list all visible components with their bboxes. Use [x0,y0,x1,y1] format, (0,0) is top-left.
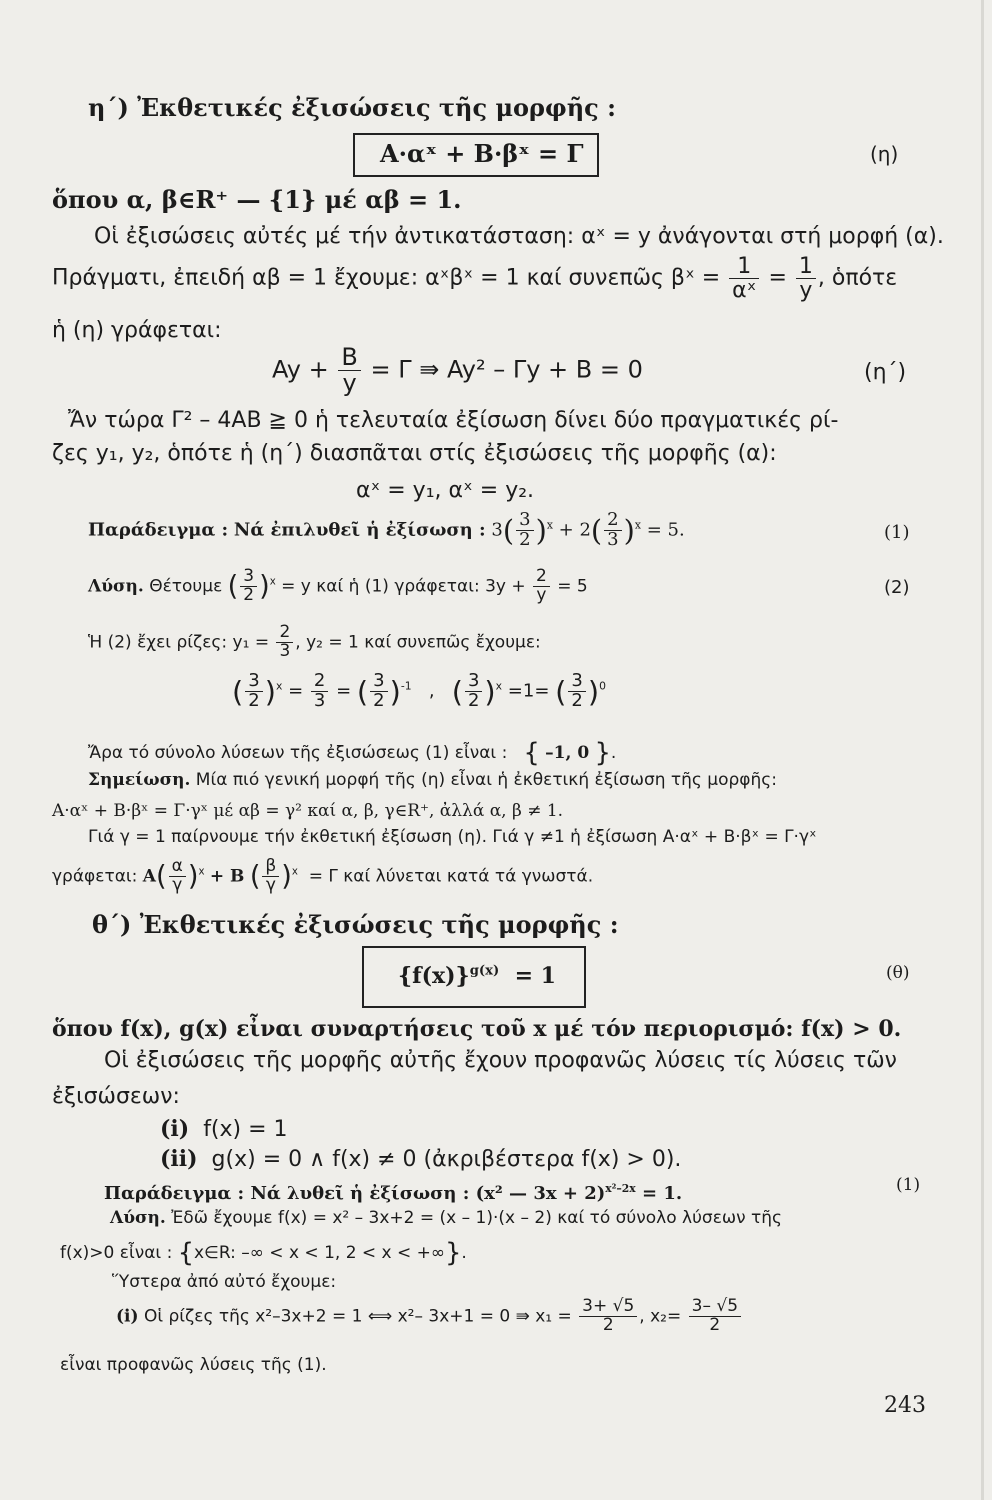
equation-label-theta: (θ) [886,963,910,983]
paragraph-line: ἡ (η) γράφεται: [52,318,222,343]
section-eta-heading: η΄) Ἐκθετικές ἐξισώσεις τῆς μορφῆς : [88,93,616,122]
fraction: $\frac{3}{2}$ [240,568,257,605]
equation-line: αˣ = y₁, αˣ = y₂. [356,478,535,503]
item-i: (i) f(x) = 1 [160,1116,288,1142]
example2-then: Ὕστερα ἀπό αὐτό ἔχουμε: [112,1272,337,1292]
fraction: $\frac{3+ √5}{2}$ [579,1298,637,1335]
note-line-4: γράφεται: A( $\frac{\alpha}{\gamma}$ )$^x$ + B ( $\frac{\beta}{\gamma}$ )$^x$ = Γ καί λύνεται κατά τά γνωστά. [52,856,594,895]
example1-statement: Παράδειγμα : Νά ἐπιλυθεῖ ἡ ἐξίσωση : 3( $\frac{3}{2}$ )$^x$ + 2( $\frac{2}{3}$ )$^x$ = 5. [88,509,685,550]
section-theta-heading: θ΄) Ἐκθετικές ἐξισώσεις τῆς μορφῆς : [92,910,619,939]
fraction: $\frac{2}{y}$ [533,568,550,605]
paragraph-line: Οἱ ἐξισώσεις αὐτές μέ τήν ἀντικατάσταση: αˣ = y ἀνάγονται στή μορφή (α). [94,224,944,249]
example1-equality-chain: ( $\frac{3}{2}$ )$^x$ = $\frac{2}{3}$ = ( $\frac{3}{2}$ )$^{-1}$ , ( $\frac{3}{2}$ )$^x$ =1= ( $\frac{3}{2}$ )$^0$ [232,670,606,711]
paragraph-line: Ἄν τώρα Γ² – 4AB ≧ 0 ἡ τελευταία ἐξίσωση δίνει δύο πραγματικές ρί- [68,408,839,433]
example1-result: Ἄρα τό σύνολο λύσεων τῆς ἐξισώσεως (1) εἶναι : { –1, 0 }. [88,738,617,768]
boxed-equation-eta-text: A·αˣ + B·βˣ = Γ [380,139,584,168]
condition-theta: ὅπου f(x), g(x) εἶναι συναρτήσεις τοῦ x μέ τόν περιορισμό: f(x) > 0. [52,1016,902,1042]
fraction: $\frac{3}{2}$ [516,511,533,550]
example2-solution: Λύση. Ἐδῶ ἔχουμε f(x) = x² – 3x+2 = (x – 1)·(x – 2) καί τό σύνολο λύσεων τῆς [110,1208,783,1228]
example2-statement: Παράδειγμα : Νά λυθεῖ ἡ ἐξίσωση : (x² — 3x + 2)$^{x^2-2x}$ = 1. [104,1182,683,1204]
example2-case-i: (i) Οἱ ρίζες τῆς x²–3x+2 = 1 ⟺ x²– 3x+1 = 0 ⇛ x₁ = $\frac{3+ √5}{2}$ , x₂= $\frac{3- √5}{2}$ [116,1298,743,1335]
example1-label: (1) [884,522,910,543]
example1-roots: Ἡ (2) ἔχει ρίζες: y₁ = $\frac{2}{3}$ , y₂ = 1 καί συνεπῶς ἔχουμε: [88,622,541,661]
example1-solution: Λύση. Θέτουμε ( $\frac{3}{2}$ )$^x$ = y καί ἡ (1) γράφεται: 3y + $\frac{2}{y}$ = 5 [88,566,588,605]
note-line-1: Σημείωση. Μία πιό γενική μορφή τῆς (η) εἶναι ἡ ἐκθετική ἐξίσωση τῆς μορφῆς: [88,770,777,790]
page-number: 243 [884,1393,926,1418]
equation-label-eta: (η) [870,142,899,166]
example2-label: (1) [896,1175,921,1195]
note-line-3: Γιά γ = 1 παίρνουμε τήν ἐκθετική ἐξίσωση (η). Γιά γ ≠1 ἡ ἐξίσωση A·αˣ + B·βˣ = Γ·γˣ [88,827,817,847]
fraction: $\frac{3- √5}{2}$ [689,1298,741,1335]
equation-label-eta-prime: (η΄) [864,360,907,385]
condition-eta: ὅπου α, β∈R⁺ — {1} μέ αβ = 1. [52,185,462,214]
paragraph-line: ζες y₁, y₂, ὁπότε ἡ (η΄) διασπᾶται στίς ἐξισώσεις τῆς μορφῆς (α): [52,441,777,466]
fraction: $\frac{1}{\text{αˣ}}$ [729,255,759,302]
fraction: $\frac{B}{y}$ [338,345,360,396]
item-ii: (ii) g(x) = 0 ∧ f(x) ≠ 0 (ἀκριβέστερα f(x) > 0). [160,1146,682,1172]
boxed-equation-theta-text: $\{f(x)\}^{g(x)} = 1$ [398,963,556,989]
example2-domain: f(x)>0 εἶναι : {x∈R: –∞ < x < 1, 2 < x < +∞}. [60,1238,467,1268]
equation-eta-prime: Ay + $\frac{B}{y}$ = Γ ⇛ Ay² – Γy + B = 0 [272,343,643,398]
fraction: $\frac{2}{3}$ [276,624,293,661]
paragraph-line: ἐξισώσεων: [52,1084,180,1109]
fraction: $\frac{2}{3}$ [604,511,621,550]
example2-last-line: εἶναι προφανῶς λύσεις τῆς (1). [60,1355,327,1375]
example1-label-2: (2) [884,577,910,598]
fraction: $\frac{1}{y}$ [796,255,816,302]
page-edge-shadow [981,0,984,1500]
paragraph-line: Οἱ ἐξισώσεις τῆς μορφῆς αὐτῆς ἔχουν προφανῶς λύσεις τίς λύσεις τῶν [104,1048,897,1073]
note-line-2: A·αˣ + B·βˣ = Γ·γˣ μέ αβ = γ² καί α, β, γ∈R⁺, ἀλλά α, β ≠ 1. [52,801,564,821]
paragraph-line-with-fractions: Πράγματι, ἐπειδή αβ = 1 ἔχουμε: αˣβˣ = 1 καί συνεπῶς βˣ = $\frac{1}{\text{αˣ}}$ = $\frac{1}{y}$ , ὁπότε [52,254,898,304]
